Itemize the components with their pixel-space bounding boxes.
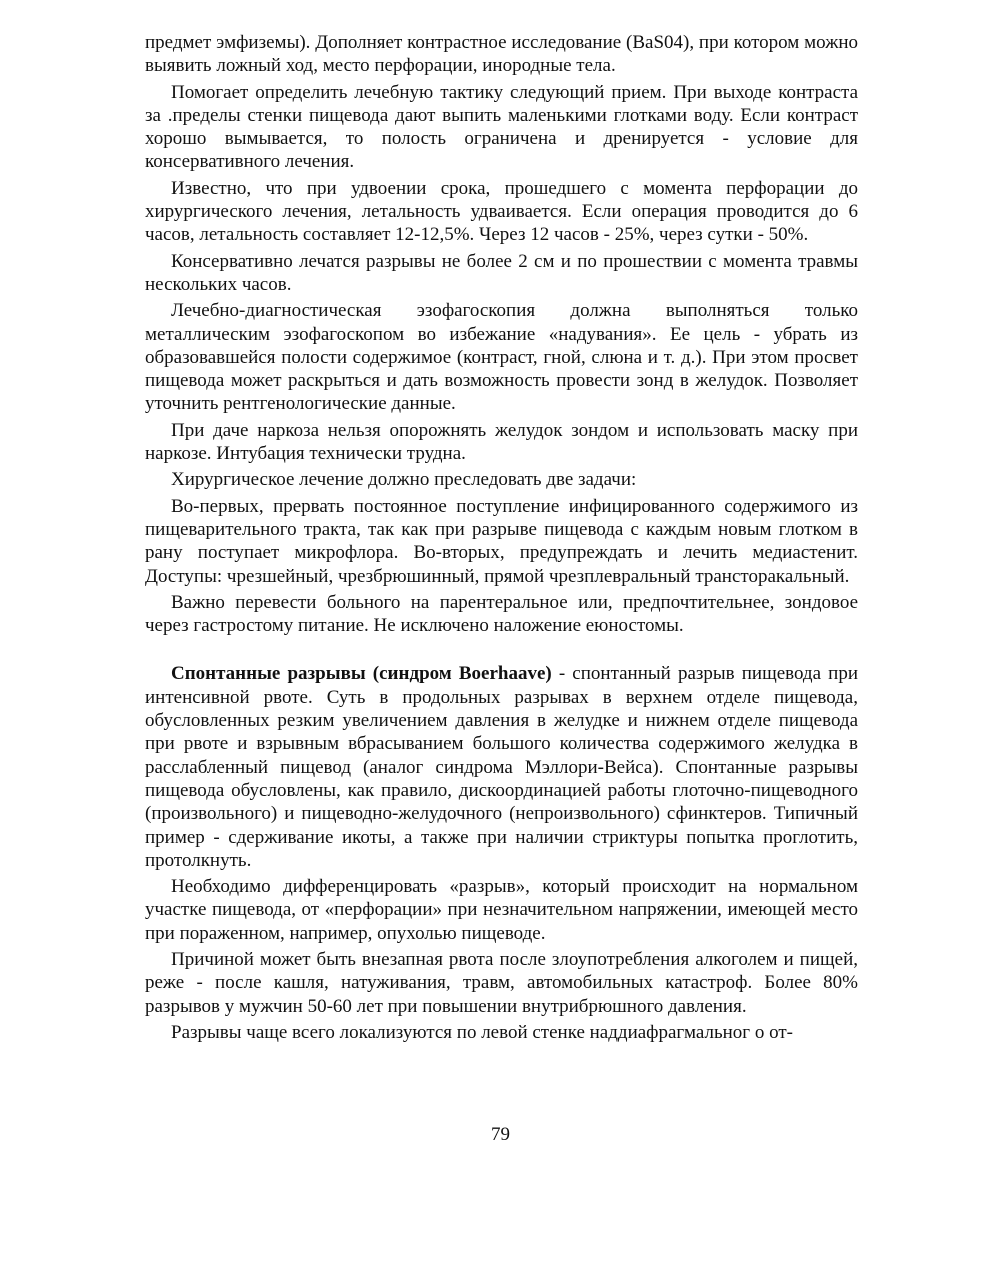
page-number: 79 xyxy=(491,1124,510,1145)
paragraph-contrast-study: предмет эмфиземы). Дополняет контрастное исследование (BaS04), при котором можно выявить ложный ход, место перфорации, инородные тела. xyxy=(145,32,858,77)
paragraph-surgical-goals: Хирургическое лечение должно преследовать две задачи: xyxy=(171,469,637,491)
paragraph-tactic: Помогает определить лечебную тактику следующий прием. При выходе контраста за .пределы стенки пищевода дают выпить маленькими глотками воду. Если контраст хорошо вымывается, то полость ограничена и дренируется - условие для консервативного лечения. xyxy=(145,81,858,173)
paragraph-localization: Разрывы чаще всего локализуются по левой стенке наддиафрагмальног о от- xyxy=(171,1021,793,1043)
paragraph-esophagoscopy: Лечебно-диагностическая эзофагоскопия должна выполняться только металлическим эзофагоскопом во избежание «надувания». Ее цель - убрать из образовавшейся полости содержимое (контраст, гной, слюна и т. д.). При этом просвет пищевода может раскрыться и дать возможность провести зонд в желудок. Позволяет уточнить рентгенологические данные. xyxy=(145,300,858,415)
section-heading: Спонтанные разрывы (синдром Boerhaave) xyxy=(171,663,552,685)
paragraph-cause: Причиной может быть внезапная рвота после злоупотребления алкоголем и пищей, реже - после кашля, натуживания, травм, автомобильных катастроф. Более 80% разрывов у мужчин 50-60 лет при повышении внутрибрюшного давления. xyxy=(145,948,858,1017)
paragraph-conservative: Консервативно лечатся разрывы не более 2 см и по прошествии с момента травмы нескольких часов. xyxy=(145,250,858,295)
paragraph-differentiate: Необходимо дифференцировать «разрыв», который происходит на нормальном участке пищевода, от «перфорации» при незначительном напряжении, имеющей место при пораженном, например, опухолью пищеводе. xyxy=(145,876,858,944)
page-body xyxy=(145,31,858,1047)
section-spacer xyxy=(145,640,858,662)
section-heading-tail: - спонтанный разрыв пищевода при интенсивной рвоте. Суть в продольных разрывах в верхнем отделе пищевода, обусловленных резким увеличением давления в желудке и нижнем отделе пищевода при рвоте и взрывным вбрасыванием большого количества содержимого желудка в расслабленный пищевод (аналог синдрома Мэллори-Вейса). Спонтанные разрывы пищевода обусловлены, как правило, дискоординацией работы глоточно-пищеводного (произвольного) и пищеводно-желудочного (непроизвольного) сфинктеров. Типичный пример - сдерживание икоты, а также при наличии стриктуры попытка проглотить, протолкнуть. xyxy=(145,663,859,871)
paragraph-anesthesia: При даче наркоза нельзя опорожнять желудок зондом и использовать маску при наркозе. Интубация технически трудна. xyxy=(145,419,858,465)
paragraph-nutrition: Важно перевести больного на парентеральное или, предпочтительнее, зондовое через гастростому питание. Не исключено наложение еюностомы. xyxy=(145,591,858,637)
paragraph-first-second: Во-первых, прервать постоянное поступление инфицированного содержимого из пищеварительного тракта, так как при разрыве пищевода с каждым новым глотком в рану поступает микрофлора. Во-вторых, предупреждать и лечить медиастенит. Доступы: чрезшейный, чрезбрюшинный, прямой чрезплевральный трансторакальный. xyxy=(145,495,858,587)
paragraph-boerhaave xyxy=(145,662,858,872)
paragraph-mortality: Известно, что при удвоении срока, прошедшего с момента перфорации до хирургического лечения, летальность удваивается. Если операция проводится до 6 часов, летальность составляет 12-12,5%. Через 12 часов - 25%, через сутки - 50%. xyxy=(145,177,858,246)
